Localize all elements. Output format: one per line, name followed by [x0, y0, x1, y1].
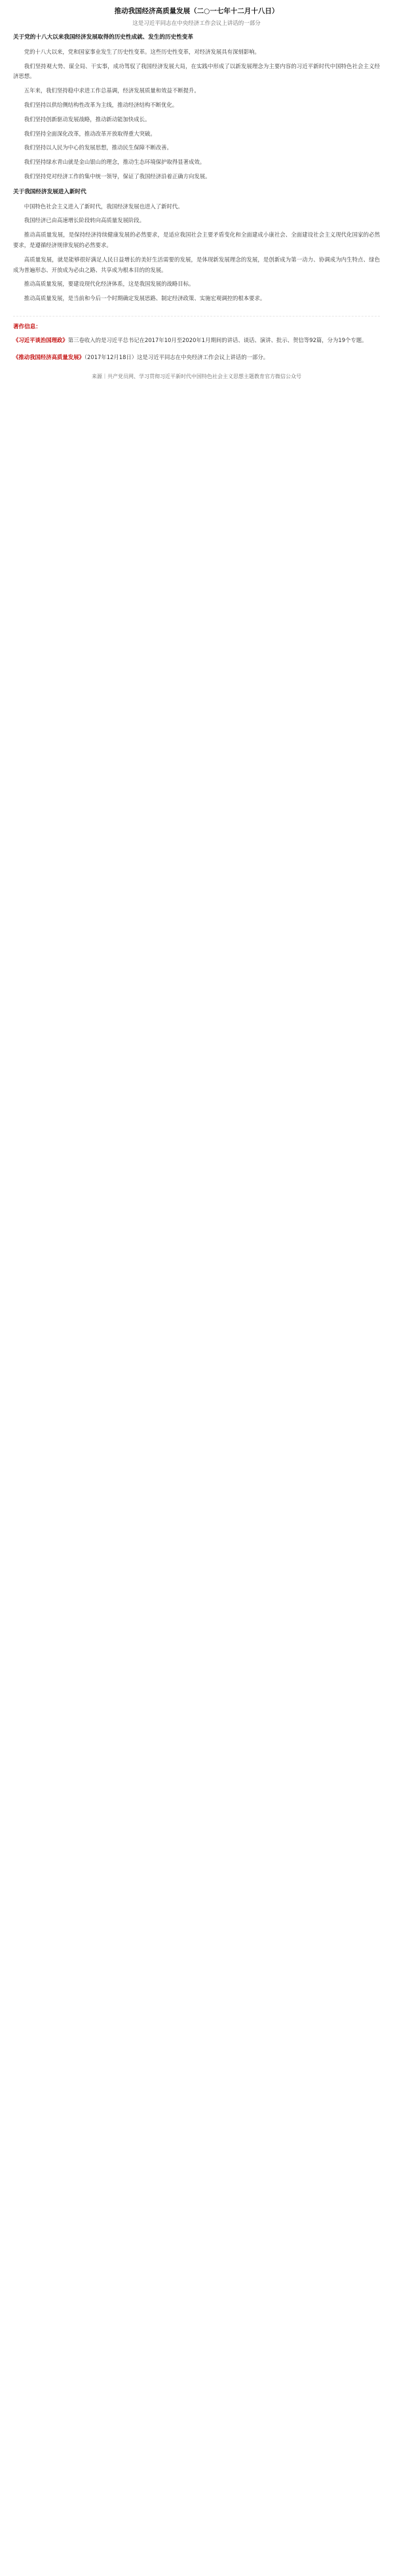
paragraph: 党的十八大以来，党和国家事业发生了历史性变革。这些历史性变革，对经济发展具有深刻影响。	[24, 48, 260, 55]
article-title: 推动我国经济高质量发展（二○一七年十二月十八日）	[114, 7, 279, 15]
paragraph: 我们坚持以供给侧结构性改革为主线，推动经济结构不断优化。	[24, 101, 178, 108]
section-heading: 关于党的十八大以来我国经济发展取得的历史性成就、发生的历史性变革	[13, 34, 194, 41]
book-title: 《习近平谈治国理政》	[13, 336, 68, 343]
paragraph: 五年来，我们坚持稳中求进工作总基调，经济发展质量和效益不断提升。	[24, 87, 200, 94]
paragraph: 我国经济已由高速增长阶段转向高质量发展阶段。	[24, 217, 145, 224]
paragraph: 中国特色社会主义进入了新时代，我国经济发展也进入了新时代。	[24, 202, 183, 210]
paragraph: 我们坚持创新驱动发展战略，推动新动能加快成长。	[24, 115, 151, 123]
section-heading: 关于我国经济发展进入新时代	[13, 188, 86, 195]
book-info	[13, 316, 380, 362]
paragraph: 我们坚持绿水青山就是金山银山的理念，推动生态环境保护取得显著成效。	[24, 159, 206, 166]
paragraph: 我们坚持党对经济工作的集中统一领导，保证了我国经济沿着正确方向发展。	[24, 172, 211, 180]
source-footer: 来源｜共产党员网、学习贯彻习近平新时代中国特色社会主义思想主题教育官方微信公众号	[92, 373, 301, 379]
book-info-title: 著作信息：	[13, 323, 41, 330]
book-note	[13, 335, 380, 345]
article-page	[0, 0, 393, 381]
paragraph: 推动高质量发展，是当前和今后一个时期确定发展思路、制定经济政策、实施宏观调控的根本要求。	[24, 295, 266, 302]
paragraph: 我们坚持观大势、谋全局、干实事，成功驾驭了我国经济发展大局，在实践中形成了以新发展理念为主要内容的习近平新时代中国特色社会主义经济思想。	[13, 62, 380, 80]
paragraph: 我们坚持以人民为中心的发展思想，推动民生保障不断改善。	[24, 144, 172, 151]
paragraph: 我们坚持全面深化改革，推动改革开放取得重大突破。	[24, 130, 156, 137]
paragraph: 推动高质量发展，是保持经济持续健康发展的必然要求，是适应我国社会主要矛盾变化和全面建成小康社会、全面建设社会主义现代化国家的必然要求，是遵循经济规律发展的必然要求。	[13, 231, 380, 248]
book-note-text: 第三卷收入的是习近平总书记在2017年10月至2020年1月期间的讲话、谈话、演讲、批示、贺信等92篇，分为19个专题。	[67, 336, 367, 343]
paragraph: 高质量发展，就是能够很好满足人民日益增长的美好生活需要的发展，是体现新发展理念的发展，是创新成为第一动力、协调成为内生特点、绿色成为普遍形态、开放成为必由之路、共享成为根本目的的发展。	[13, 256, 380, 273]
book-note-text: （2017年12月18日）这是习近平同志在中央经济工作会议上讲话的一部分。	[84, 353, 269, 360]
book-note	[13, 352, 380, 362]
paragraph: 推动高质量发展，要建设现代化经济体系，这是我国发展的战略目标。	[24, 280, 195, 288]
article-body	[13, 33, 380, 304]
article-subtitle: 这是习近平同志在中央经济工作会议上讲话的一部分	[132, 20, 261, 27]
book-title: 《推动我国经济高质量发展》	[13, 353, 84, 360]
